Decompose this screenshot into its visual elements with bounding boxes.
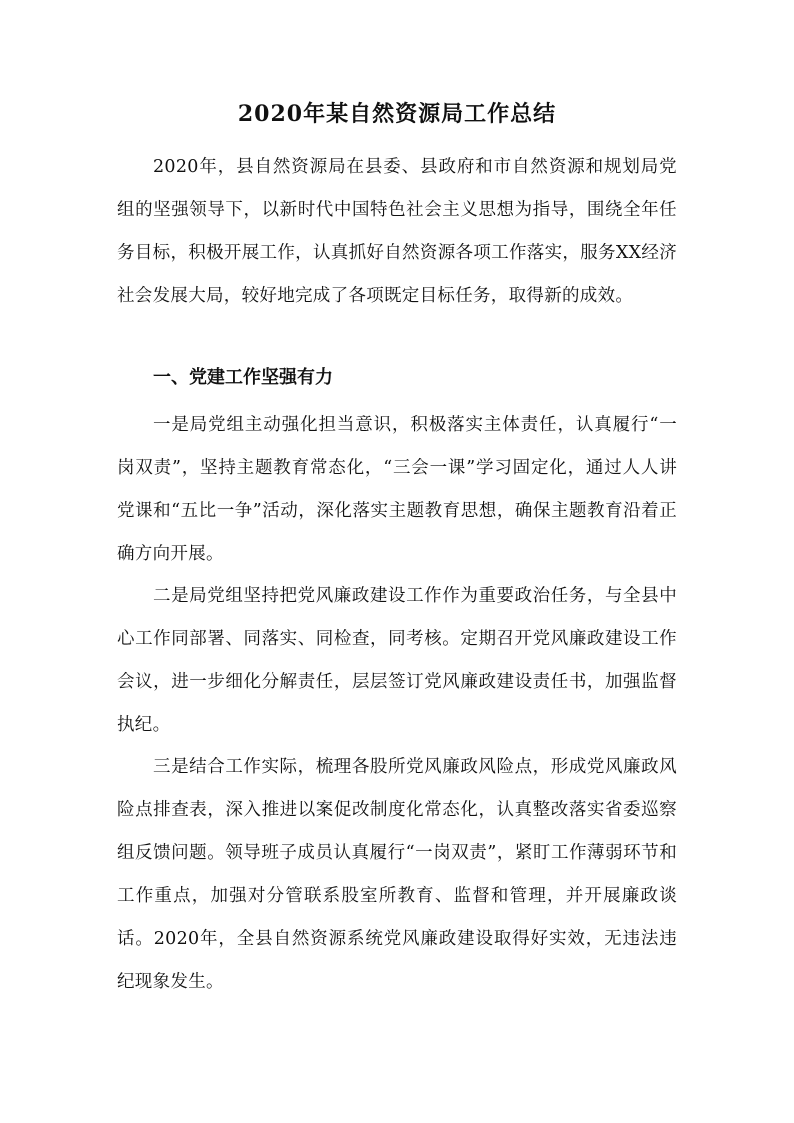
intro-paragraph: 2020年，县自然资源局在县委、县政府和市自然资源和规划局党组的坚强领导下，以新时代中国特色社会主义思想为指导，围绕全年任务目标，积极开展工作，认真抓好自然资源各项工作落实，服务XX经济社会发展大局，较好地完成了各项既定目标任务，取得新的成效。 bbox=[117, 157, 677, 306]
paragraph-2: 二是局党组坚持把党风廉政建设工作作为重要政治任务，与全县中心工作同部署、同落实、同检查，同考核。定期召开党风廉政建设工作会议，进一步细化分解责任，层层签订党风廉政建设责任书，加强监督执纪。 bbox=[117, 586, 677, 735]
section-heading: 一、党建工作坚强有力 bbox=[153, 367, 333, 388]
paragraph-3: 三是结合工作实际，梳理各股所党风廉政风险点，形成党风廉政风险点排查表，深入推进以案促改制度化常态化，认真整改落实省委巡察组反馈问题。领导班子成员认真履行“一岗双责”，紧盯工作薄弱环节和工作重点，加强对分管联系股室所教育、监督和管理，并开展廉政谈话。2020年，全县自然资源系统党风廉政建设取得好实效，无违法违纪现象发生。 bbox=[117, 757, 677, 992]
document-title: 2020年某自然资源局工作总结 bbox=[237, 101, 557, 127]
paragraph-1: 一是局党组主动强化担当意识，积极落实主体责任，认真履行“一岗双责”，坚持主题教育常态化，“三会一课”学习固定化，通过人人讲党课和“五比一争”活动，深化落实主题教育思想，确保主题教育沿着正确方向开展。 bbox=[117, 415, 677, 564]
